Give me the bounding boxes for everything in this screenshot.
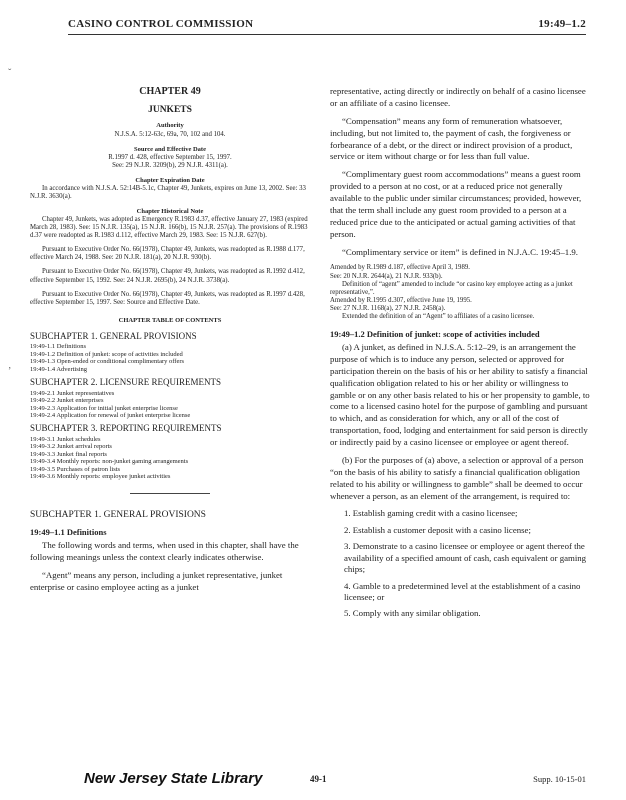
subchapter-1-heading: SUBCHAPTER 1. GENERAL PROVISIONS <box>30 509 206 520</box>
requirement-item: 1. Establish gaming credit with a casino licensee; <box>344 508 518 519</box>
source-heading: Source and Effective Date <box>134 145 206 153</box>
complimentary-service-definition: “Complimentary service or item” is defined in N.J.A.C. 19:45–1.9. <box>342 246 579 257</box>
amendment-line: See: 20 N.J.R. 2644(a), 21 N.J.R. 933(b). <box>330 272 443 280</box>
toc-item: 19:49-2.3 Application for initial junket enterprise license <box>30 404 178 412</box>
authority-heading: Authority <box>156 122 184 130</box>
toc-heading: SUBCHAPTER 2. LICENSURE REQUIREMENTS <box>30 377 222 388</box>
agent-definition: “Agent” means any person, including a junket representative, junket enterprise or casino employee acting as a junket <box>30 569 283 592</box>
toc-subchapter-1 <box>30 331 310 373</box>
expiration-text: In accordance with N.J.S.A. 52:14B-5.1c, Chapter 49, Junkets, expires on June 13, 2002. See: 33 N.J.R. 3630(a). <box>30 185 306 201</box>
amendment-line: See: 27 N.J.R. 1168(a), 27 N.J.R. 2458(a). <box>330 305 446 313</box>
toc-item: 19:49-2.2 Junket enterprises <box>30 397 104 405</box>
toc-title: CHAPTER TABLE OF CONTENTS <box>118 317 222 325</box>
toc-subchapter-2 <box>30 377 310 419</box>
toc-item: 19:49-1.1 Definitions <box>30 343 86 351</box>
margin-mark: ‚ <box>8 360 12 371</box>
toc-item: 19:49-1.4 Advertising <box>30 365 88 373</box>
junket-definition-heading: 19:49–1.2 Definition of junket: scope of activities included <box>330 329 540 340</box>
amendment-line: Definition of “agent” amended to include “or casino key employee acting as a junket representative,”. <box>330 280 573 296</box>
historical-note: Pursuant to Executive Order No. 66(1978), Chapter 49, Junkets, was readopted as R.1997 d.428, effective September 15, 1997. See: Source and Effective Date. <box>30 290 305 306</box>
toc-item: 19:49-1.2 Definition of junket: scope of activities included <box>30 350 183 358</box>
library-stamp: New Jersey State Library <box>84 770 263 787</box>
toc-item: 19:49-3.3 Junket final reports <box>30 450 107 458</box>
requirement-item: 3. Demonstrate to a casino licensee or employee or agent thereof the availability of a specified amount of cash, cash equivalent or gaming chips; <box>344 541 587 575</box>
amendment-notes <box>330 264 595 321</box>
junket-paragraph-b: (b) For the purposes of (a) above, a selection or approval of a person “on the basis of his ability to satisfy a financial qualification obligation related to his ability or willingness to gamble” shall be deemed to occur whenever a person, as an element of the arrangement, is required to: <box>330 454 584 501</box>
chapter-title: JUNKETS <box>148 104 192 115</box>
authority-text: N.J.S.A. 5:12-63c, 69a, 70, 102 and 104. <box>114 130 226 138</box>
agent-definition-cont: representative, acting directly or indirectly on behalf of a casino licensee or an affiliate of a casino licensee. <box>330 86 586 108</box>
toc-item: 19:49-3.2 Junket arrival reports <box>30 443 112 451</box>
toc-heading: SUBCHAPTER 3. REPORTING REQUIREMENTS <box>30 423 222 434</box>
toc-item: 19:49-3.1 Junket schedules <box>30 435 101 443</box>
toc-item: 19:49-3.5 Purchases of patron lists <box>30 465 121 473</box>
amendment-line: Extended the definition of an “Agent” to affiliates of a casino licensee. <box>342 313 535 321</box>
toc-item: 19:49-3.4 Monthly reports: non-junket gaming arrangements <box>30 458 189 466</box>
compensation-definition: “Compensation” means any form of remuneration whatsoever, including, but not limited to, the payment of cash, the forgiveness or forbearance of a debt, or the direct or indirect provision of a product, service or item without charge or for less than full value. <box>330 115 573 162</box>
toc-heading: SUBCHAPTER 1. GENERAL PROVISIONS <box>30 331 197 342</box>
toc-subchapter-3 <box>30 423 310 480</box>
chapter-number: CHAPTER 49 <box>139 86 201 97</box>
header-right: 19:49–1.2 <box>538 18 586 30</box>
definitions-intro: The following words and terms, when used in this chapter, shall have the following meanings unless the context clearly indicates otherwise. <box>30 540 299 562</box>
toc-item: 19:49-2.4 Application for renewal of junket enterprise license <box>30 411 191 419</box>
toc-item: 19:49-3.6 Monthly reports: employee junket activities <box>30 473 171 481</box>
page-footer <box>0 770 626 794</box>
requirement-item: 2. Establish a customer deposit with a casino license; <box>344 524 531 535</box>
toc-item: 19:49-2.1 Junket representatives <box>30 389 115 397</box>
source-text-2: See: 29 N.J.R. 3209(b), 29 N.J.R. 4311(a). <box>112 161 228 169</box>
header-left: CASINO CONTROL COMMISSION <box>68 18 254 30</box>
requirement-item: 5. Comply with any similar obligation. <box>344 608 481 619</box>
source-text: R.1997 d. 428, effective September 15, 1997. <box>108 153 232 161</box>
left-column <box>30 86 310 600</box>
section-divider <box>130 493 210 494</box>
historical-note: Pursuant to Executive Order No. 66(1978), Chapter 49, Junkets, was readopted as R.1992 d.412, effective September 15, 1992. See: 24 N.J.R. 2695(b), 24 N.J.R. 3738(a). <box>30 268 305 284</box>
right-column <box>330 86 595 625</box>
supplement-date: Supp. 10-15-01 <box>533 774 586 784</box>
historical-note: Chapter 49, Junkets, was adopted as Emergency R.1983 d.37, effective January 27, 1983 (expired March 28, 1983). See: 15 N.J.R. 135(a), 15 N.J.R. 166(b), 15 N.J.R. 257(a). The provisions of R.1983 d.37 were readopted as R.1983 d.112, effective March 29, 1983. See: 15 N.J.R. 627(b). <box>30 215 308 239</box>
amendment-line: Amended by R.1989 d.187, effective April 3, 1989. <box>330 264 470 272</box>
margin-mark: ˇ <box>8 68 12 79</box>
toc-item: 19:49-1.3 Open-ended or conditional complimentary offers <box>30 358 185 366</box>
junket-paragraph-a: (a) A junket, as defined in N.J.S.A. 5:12–29, is an arrangement the purpose of which is to induce any person, selected or approved for participation therein on the basis of his or her ability to satisfy a financial qualification obligation related to his or her ability or willingness to gamble or on any other basis related to his or her propensity to gamble, to come to a licensed casino hotel for the purpose of gambling and pursuant to which, and as consideration for which, any or all of the cost of transportation, food, lodging and entertainment for said person is directly or indirectly paid by a casino licensee or employee or agent thereof. <box>330 342 590 448</box>
historical-note: Pursuant to Executive Order No. 66(1978), Chapter 49, Junkets, was readopted as R.1988 d.177, effective March 24, 1988. See: 20 N.J.R. 181(a), 20 N.J.R. 930(b). <box>30 246 305 262</box>
expiration-heading: Chapter Expiration Date <box>135 177 205 185</box>
definitions-heading: 19:49–1.1 Definitions <box>30 527 107 538</box>
header-rule <box>68 34 586 35</box>
requirement-item: 4. Gamble to a predetermined level at the establishment of a casino licensee; or <box>344 580 581 602</box>
complimentary-room-definition: “Complimentary guest room accommodations” means a guest room provided to a person at no cost, or at a reduced price not generally available to the public under similar circumstances; provided, however, that the term shall include any guest room provided to a person at a reduced price due to the anticipated or actual gaming activities of that person. <box>330 169 582 239</box>
amendment-line: Amended by R.1995 d.307, effective June 19, 1995. <box>330 297 472 304</box>
page-number: 49-1 <box>310 774 327 784</box>
historical-heading: Chapter Historical Note <box>136 207 204 215</box>
